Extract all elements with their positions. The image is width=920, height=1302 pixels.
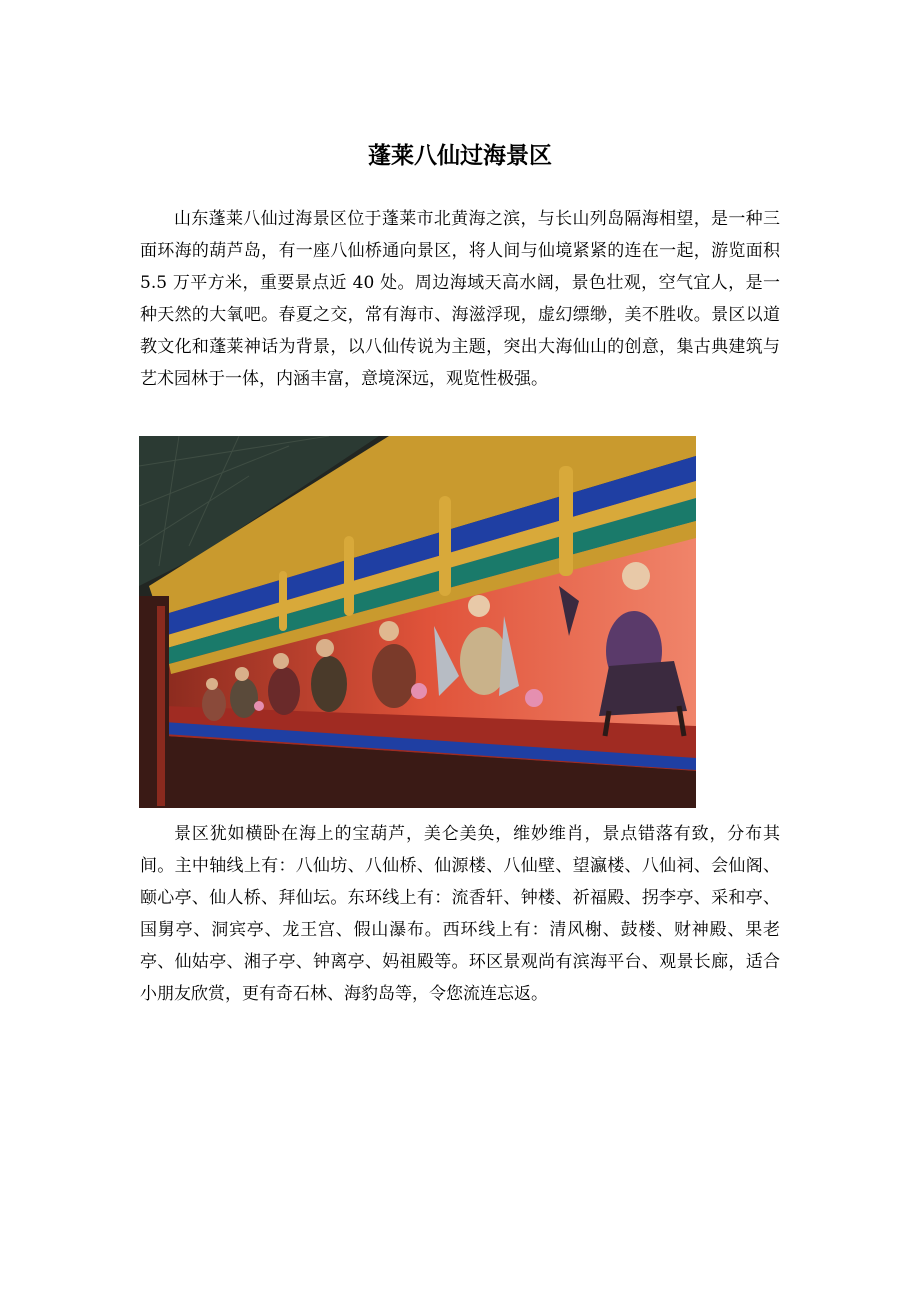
temple-photo-illustration: [139, 436, 696, 808]
temple-photo: [139, 436, 696, 808]
paragraph-intro: 山东蓬莱八仙过海景区位于蓬莱市北黄海之滨，与长山列岛隔海相望，是一种三面环海的葫芦岛，有一座八仙桥通向景区，将人间与仙境紧紧的连在一起，游览面积 5.5 万平方米，重要景点近 40 处。周边海域天高水阔，景色壮观，空气宜人，是一种天然的大氧吧。春夏之交，常有海市、海滋浮现，虚幻缥缈，美不胜收。景区以道教文化和蓬莱神话为背景，以八仙传说为主题，突出大海仙山的创意，集古典建筑与艺术园林于一体，内涵丰富，意境深远，观览性极强。: [140, 209, 780, 389]
page-title: 蓬莱八仙过海景区: [368, 143, 552, 169]
paragraph-attractions: 景区犹如横卧在海上的宝葫芦，美仑美奂，维妙维肖，景点错落有致，分布其间。主中轴线上有：八仙坊、八仙桥、仙源楼、八仙壁、望瀛楼、八仙祠、会仙阁、颐心亭、仙人桥、拜仙坛。东环线上有：流香轩、钟楼、祈福殿、拐李亭、采和亭、国舅亭、洞宾亭、龙王宫、假山瀑布。西环线上有：清风榭、鼓楼、财神殿、果老亭、仙姑亭、湘子亭、钟离亭、妈祖殿等。环区景观尚有滨海平台、观景长廊，适合小朋友欣赏，更有奇石林、海豹岛等，令您流连忘返。: [140, 824, 780, 1004]
